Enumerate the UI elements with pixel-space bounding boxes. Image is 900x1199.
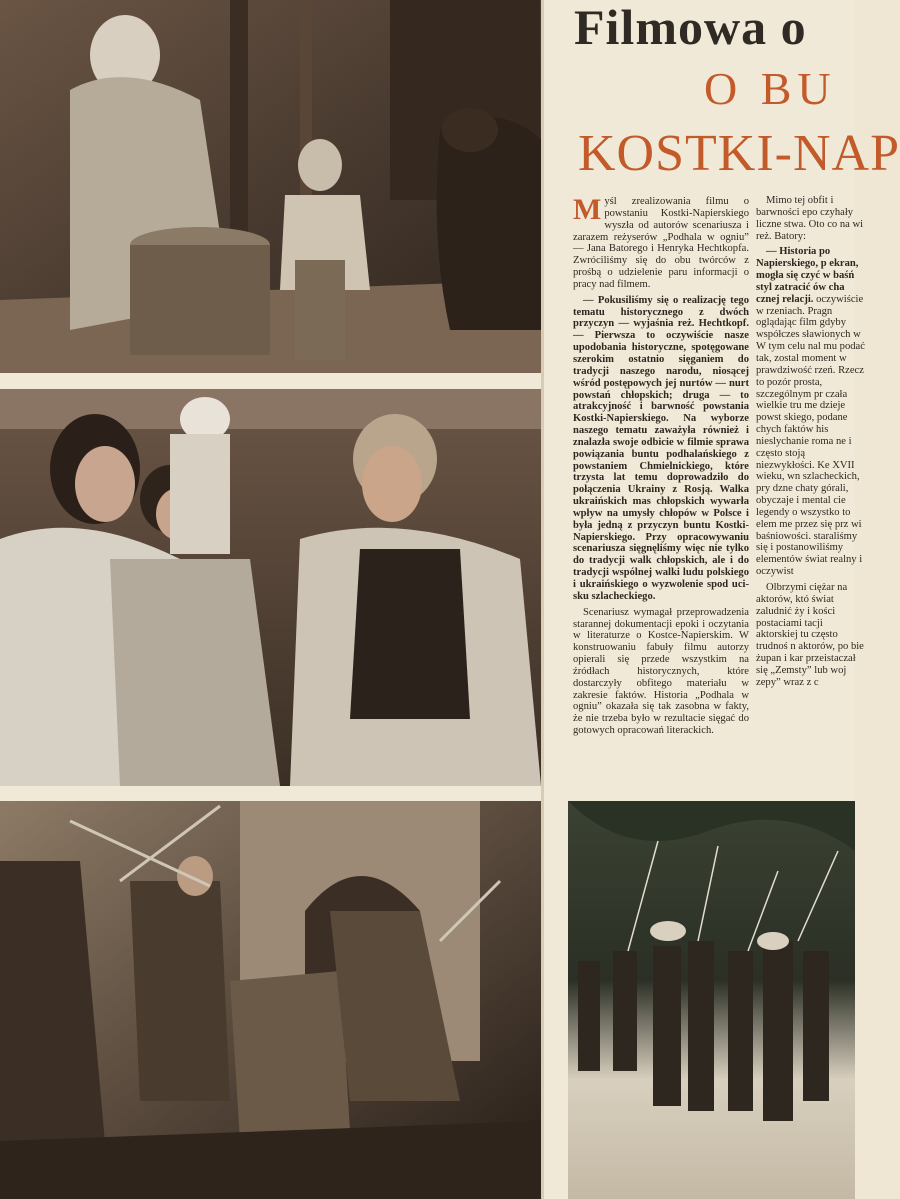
- headline-line-2: O BU: [704, 63, 837, 114]
- photo-battle-scene: [0, 801, 541, 1199]
- article-paragraph-2: — Pokusiliśmy się o realizację tego tematu historycznego z dwóch przyczyn — wyjaśnia reż. Hechtkopf. — Pierwsza to oczywiście nasze upodobania historyczne, spotęgowane szerokim ostatnio sięganiem do tradycji naszego narodu, niosącej wśród postępowych jej nurtów — nurt powstań chłopskich; druga — to atrakcyjność i barwność powstania Kostki-Napierskiego. Na wyborze naszego tematu zaważyła również i znalazła swoje odbicie w filmie sprawa powiązania buntu podhalańskiego z powstaniem Chmielnickiego, które trzysta lat temu doprowadziło do połączenia Ukrainy z Rosją. Walka ukraińskich mas chłopskich wywarła wpływ na umysły chłopów w Polsce i była jedną z przyczyn buntu Kostki-Napierskiego. Przy opracowywaniu scenariusza sięgnęliśmy więc nie tylko do tradycji walk chłopskich, ale i do tradycji wspólnej walki ludu polskiego i ukraińskiego o wyzwolenie spod ucisku szlacheckiego.: [573, 294, 749, 602]
- headline-line-3: KOSTKI-NAP: [578, 125, 900, 182]
- headline-line-1: Filmowa o: [574, 0, 807, 55]
- article-column-2: [756, 195, 866, 795]
- photo-woman-child-cattle: [0, 0, 541, 373]
- column2-paragraph-2: — Historia po Napierskiego, p ekran, mogła się czyć w baśń styl zatracić ów cha cznej relacji. oczywiście w rzeniach. Pragn oglądając film gdyby współczes sławionych w W tym celu nal mu podać tak, zostal moment w prawdziwość rzeń. Rzecz to pozór prosta, szczególnym pr czała wielkie tru me dzieje powst skiego, podane chych faktów his nieslychanie roma ne i często stoją niezwykłości. Ke XVII wieku, wn szlacheckich, pry dzne chaty górali, obyczaje i mental cie legendy o wszystko to elem me przez się prz wi baśniowości. staraliśmy się i postanowiliśmy elementów świat realny i oczywist: [756, 246, 865, 578]
- article-paragraph-3: Scenariusz wymagał przeprowadzenia starannej dokumentacji epoki i oczytania w literaturze o Kostce-Napierskim. W konstruowaniu fabuły filmu autorzy opierali się przede wszystkim na źródłach historycznych, które dostarczyły obfitego materiału w zakresie faktów. Historia „Podhala w ogniu” okazała się tak zasobna w fakty, że nie trzeba było w rezultacie sięgać do gotowych opracowań literackich.: [573, 606, 749, 737]
- page-fold: [541, 0, 544, 1199]
- photo-soldiers-marching: [568, 801, 855, 1199]
- article-column-1: [573, 193, 749, 796]
- column2-paragraph-3: Olbrzymi ciężar na aktorów, któ świat zaludnić ży i kości postaciami tacji aktorskiej tu często trudnoś n aktorów, po bie żupan i kar przeistaczał się „Zemsty” lub woj zepy” wraz z c: [756, 582, 864, 688]
- photo-men-boy-seated: [0, 389, 541, 786]
- dropcap: M: [573, 193, 602, 226]
- article-paragraph-1: Myśl zrealizowania filmu o powstaniu Kostki-Napierskiego wyszła od autorów scenariusza i zarazem reżyserów „Podhala w ogniu” — Jana Batorego i Henryka Hechtkopfa. Zwróciliśmy się do obu twórców z prośbą o udzielenie paru informacji o pracy nad filmem.: [573, 193, 749, 290]
- column2-paragraph-1: Mimo tej obfit i barwności epo czyhały liczne stwa. Oto co na wi reż. Batory:: [756, 195, 864, 242]
